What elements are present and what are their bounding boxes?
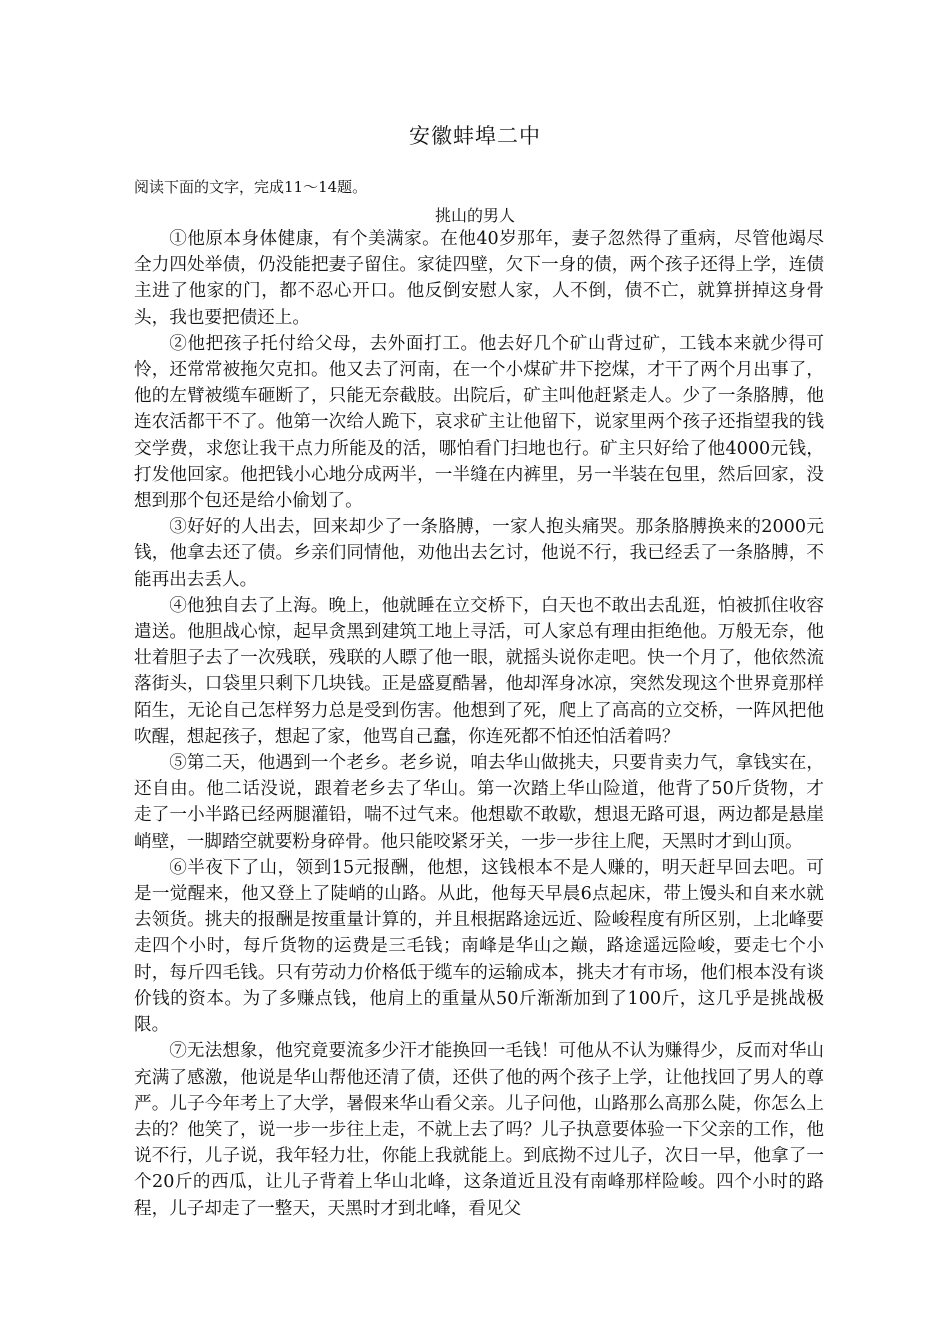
paragraph-1: ①他原本身体健康，有个美满家。在他40岁那年，妻子忽然得了重病，尽管他竭尽全力四处举债，仍没能把妻子留住。家徒四壁，欠下一身的债，两个孩子还得上学，连债主进了他家的门，都不忍心开口。他反倒安慰人家，人不倒，债不亡，就算拼掉这身骨头，我也要把债还上。 xyxy=(134,229,824,328)
paragraph-6: ⑥半夜下了山，领到15元报酬，他想，这钱根本不是人赚的，明天赶早回去吧。可是一觉醒来，他又登上了陡峭的山路。从此，他每天早晨6点起床，带上馒头和自来水就去领货。挑夫的报酬是按重量计算的，并且根据路途远近、险峻程度有所区别，上北峰要走四个小时，每斤货物的运费是三毛钱；南峰是华山之巅，路途遥远险峻，要走七个小时，每斤四毛钱。只有劳动力价格低于缆车的运输成本，挑夫才有市场，他们根本没有谈价钱的资本。为了多赚点钱，他肩上的重量从50斤渐渐加到了100斤，这几乎是挑战极限。 xyxy=(134,857,824,1036)
passage-title: 挑山的男人 xyxy=(434,206,515,225)
paragraph-7: ⑦无法想象，他究竟要流多少汗才能换回一毛钱！可他从不认为赚得少，反而对华山充满了感激，他说是华山帮他还清了债，还供了他的两个孩子上学，让他找回了男人的尊严。儿子今年考上了大学，暑假来华山看父亲。儿子问他，山路那么高那么陡，你怎么上去的？他笑了，说一步一步往上走，不就上去了吗？儿子执意要体验一下父亲的工作，他说不行，儿子说，我年轻力壮，你能上我就能上。到底拗不过儿子，次日一早，他拿了一个20斤的西瓜，让儿子背着上华山北峰，这条道近且没有南峰那样险峻。四个小时的路程，儿子却走了一整天，天黑时才到北峰，看见父 xyxy=(134,1041,824,1219)
paragraph-2: ②他把孩子托付给父母，去外面打工。他去好几个矿山背过矿，工钱本来就少得可怜，还常常被拖欠克扣。他又去了河南，在一个小煤矿井下挖煤，才干了两个月出事了，他的左臂被缆车砸断了，只能无奈截肢。出院后，矿主叫他赶紧走人。少了一条胳膊，他连农活都干不了。他第一次给人跪下，哀求矿主让他留下，说家里两个孩子还指望我的钱交学费，求您让我干点力所能及的活，哪怕看门扫地也行。矿主只好给了他4000元钱，打发他回家。他把钱小心地分成两半，一半缝在内裤里，另一半装在包里，然后回家，没想到那个包还是给小偷划了。 xyxy=(134,333,824,512)
reading-instruction: 阅读下面的文字，完成11～14题。 xyxy=(134,178,368,196)
paragraph-4: ④他独自去了上海。晚上，他就睡在立交桥下，白天也不敢出去乱逛，怕被抓住收容遣送。他胆战心惊，起早贪黑到建筑工地上寻活，可人家总有理由拒绝他。万般无奈，他壮着胆子去了一次残联，残联的人瞟了他一眼，就摇头说你走吧。快一个月了，他依然流落街头，口袋里只剩下几块钱。正是盛夏酷暑，他却浑身冰凉，突然发现这个世界竟那样陌生，无论自己怎样努力总是受到伤害。他想到了死，爬上了高高的立交桥，一阵风把他吹醒，想起孩子，想起了家，他骂自己蠢，你连死都不怕还怕活着吗？ xyxy=(134,595,824,747)
passage-body xyxy=(134,226,824,1222)
paragraph-3: ③好好的人出去，回来却少了一条胳膊，一家人抱头痛哭。那条胳膊换来的2000元钱，他拿去还了债。乡亲们同情他，劝他出去乞讨，他说不行，我已经丢了一条胳膊，不能再出去丢人。 xyxy=(134,517,824,590)
school-title: 安徽蚌埠二中 xyxy=(409,124,541,148)
paragraph-5: ⑤第二天，他遇到一个老乡。老乡说，咱去华山做挑夫，只要肯卖力气，拿钱实在，还自由。他二话没说，跟着老乡去了华山。第一次踏上华山险道，他背了50斤货物，才走了一小半路已经两腿灌铅，喘不过气来。他想歇不敢歇，想退无路可退，两边都是悬崖峭壁，一脚踏空就要粉身碎骨。他只能咬紧牙关，一步一步往上爬，天黑时才到山顶。 xyxy=(134,753,824,852)
